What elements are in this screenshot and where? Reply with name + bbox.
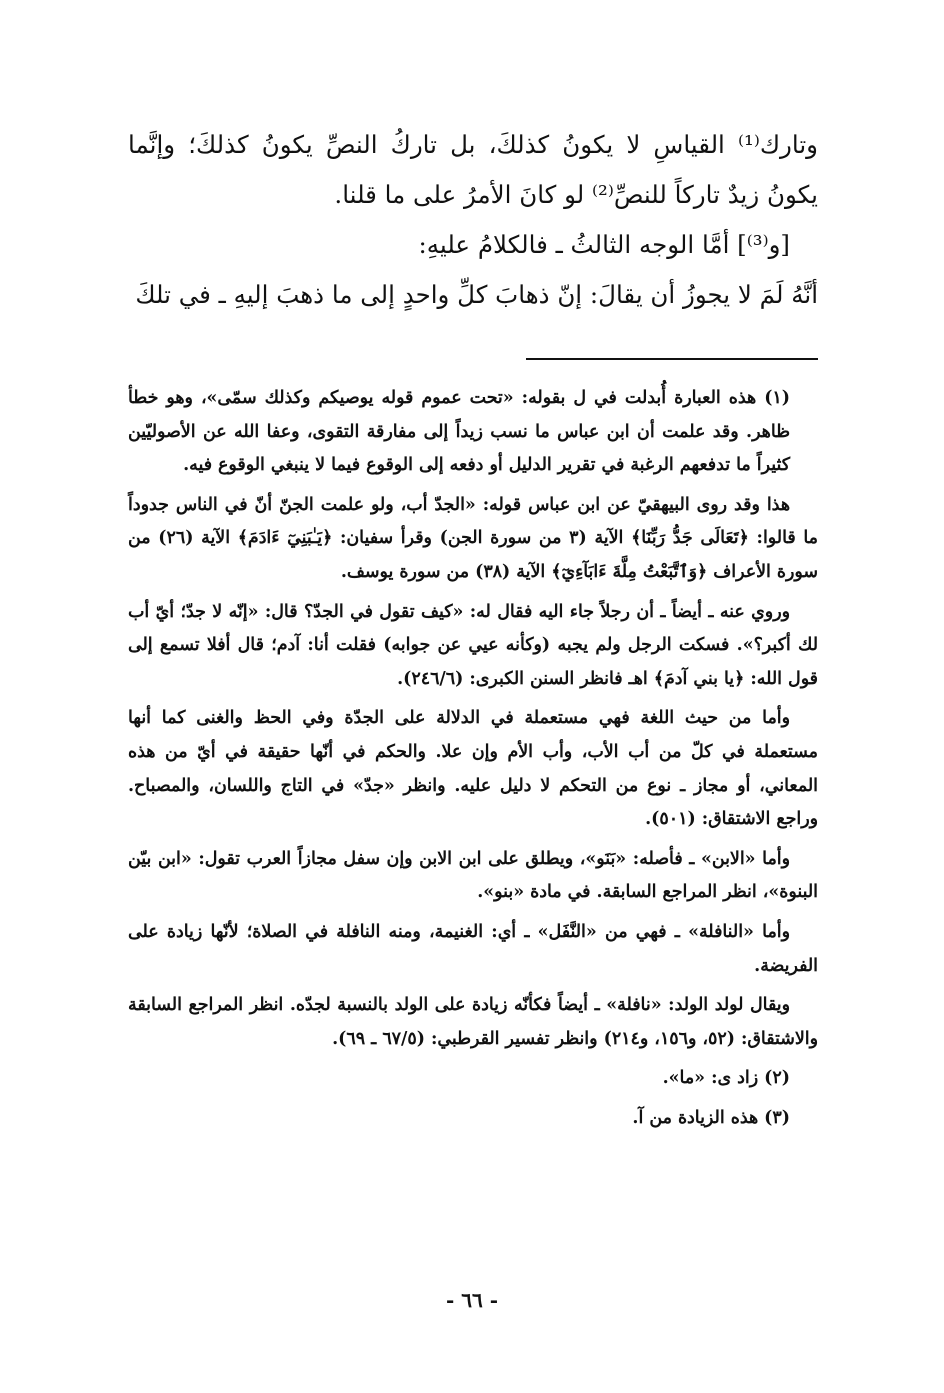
footnotes [128,382,818,1141]
main-paragraph-2: [و⁽³⁾] أمَّا الوجه الثالثُ ـ فالكلامُ عليهِ: [418,230,790,259]
footnote-1-grandson: ويقال لولد الولد: «نافلة» ـ أيضاً فكأنّه زيادة على الولد بالنسبة لجدّه. انظر المراجع السابقة والاشتقاق: (٥٢، و١٥٦، و٢١٤) وانظر تفسير القرطبي: (٦٧/٥ ـ ٦٩). [128,995,818,1049]
page-number: - ٦٦ - [445,1288,498,1312]
footnote-1-bayhaqi: هذا وقد روى البيهقيّ عن ابن عباس قوله: «الجدّ أب، ولو علمت الجنّ أنّ في الناس جدوداً ما قالوا: ﴿تَعَالَى جَدُّ رَبِّنَا﴾ الآية (٣ من سورة الجن) وقرأ سفيان: ﴿يَـٰبَنِيٓ ءَادَمَ﴾ الآية (٢٦) من سورة الأعراف ﴿وَٱتَّبَعْتُ مِلَّةَ ءَابَآءِيٓ﴾ الآية (٣٨) من سورة يوسف. [128,494,818,582]
footnote-1-language: وأما من حيث اللغة فهي مستعملة في الدلالة على الجدّة وفي الحظ والغنى كما أنها مستعملة في كلّ من أب الأب، وأب الأم وإن علا. والحكم في أنّها حقيقة في أيّ من هذه المعاني، أو مجاز ـ نوع من التحكم لا دليل عليه. وانظر «جدّ» في التاج واللسان، والمصباح. وراجع الاشتقاق: (٥٠١). [128,708,818,830]
footnote-1-intro: (١) هذه العبارة أُبدلت في ل بقوله: «تحت عموم قوله يوصيكم وكذلك سمّى»، وهو خطأ ظاهر. وقد علمت أن ابن عباس ما نسب زيداً إلى مفارقة التقوى، وعفا الله عن الأصوليّين كثيراً ما تدفعهم الرغبة في تقرير الدليل أو دفعه إلى الوقوع فيما لا ينبغي الوقوع فيه. [128,388,790,476]
footnote-1-ibn: وأما «الابن» ـ فأصله: «بَنَو»، ويطلق على ابن الابن وإن سفل مجازاً العرب تقول: «ابن بيّن البنوة»، انظر المراجع السابقة. في مادة «بنو». [128,848,818,903]
main-paragraph-1: وتارك⁽¹⁾ القياسِ لا يكونُ كذلكَ، بل تاركُ النصِّ يكونُ كذلكَ؛ وإنَّما يكونُ زيدٌ تاركاً للنصِّ⁽²⁾ لو كانَ الأمرُ على ما قلنا. [128,130,818,209]
footnote-separator [526,358,818,360]
main-text [128,120,818,320]
footnote-1-narration: وروي عنه ـ أيضاً ـ أن رجلاً جاء اليه فقال له: «كيف تقول في الجدّ؟ قال: «إنّه لا جدّ؛ أيّ أب لك أكبر؟». فسكت الرجل ولم يجبه (وكأنه عيي عن جوابه) فقلت أنا: آدم؛ قال أفلا تسمع إلى قول الله: ﴿يا بني آدمَ﴾ اهـ فانظر السنن الكبرى: (٢٤٦/٦). [128,601,818,689]
footnote-1-nafila: وأما «النافلة» ـ فهي من «النَّفَل» ـ أي: الغنيمة، ومنه النافلة في الصلاة؛ لأنّها زيادة على الفريضة. [128,921,818,976]
main-paragraph-3: أنَّهُ لَمَ لا يجوزُ أن يقالَ: إنّ ذهابَ كلِّ واحدٍ إلى ما ذهبَ إليهِ ـ في تلكَ [135,280,818,309]
footnote-2: (٢) زاد ى: «ما». [662,1068,790,1089]
footnote-3: (٣) هذه الزيادة من آ. [632,1107,790,1128]
